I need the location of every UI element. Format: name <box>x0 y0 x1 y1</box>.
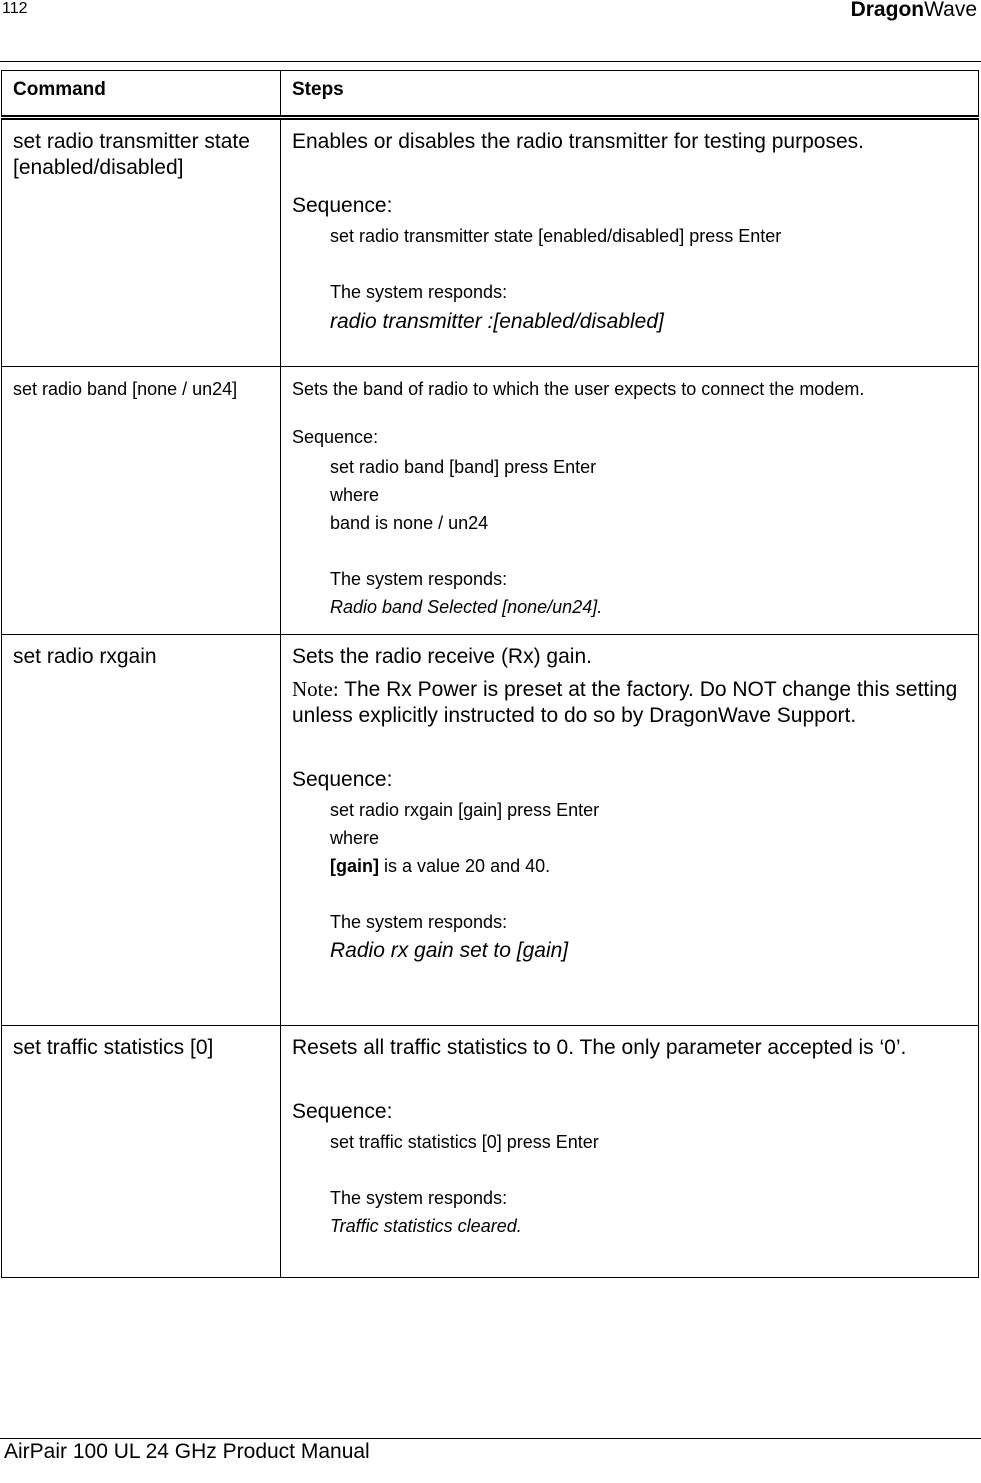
steps-cell <box>281 367 979 635</box>
responds-label: The system responds: <box>330 1188 508 1208</box>
command-text: set radio transmitter state [enabled/disabled] <box>13 130 250 179</box>
responds-label: The system responds: <box>330 569 508 589</box>
where-detail <box>330 854 970 878</box>
description: Resets all traffic statistics to 0. The only parameter accepted is ‘0’. <box>292 1036 907 1059</box>
footer-rule <box>0 1438 981 1439</box>
command-text: set traffic statistics [0] <box>13 1036 214 1059</box>
response-text: Radio rx gain set to [gain] <box>330 939 569 962</box>
where-label: where <box>330 485 380 505</box>
responds-label: The system responds: <box>330 282 508 302</box>
response-text: Traffic statistics cleared. <box>330 1216 522 1236</box>
sequence-line: set traffic statistics [0] press Enter <box>330 1132 599 1152</box>
where-label: where <box>330 828 380 848</box>
table-header-row <box>2 71 979 118</box>
command-table <box>1 70 979 1278</box>
brand-bold: Dragon <box>850 0 925 21</box>
sequence-label: Sequence: <box>292 427 379 447</box>
note <box>292 676 970 729</box>
responds-label: The system responds: <box>330 912 508 932</box>
sequence-line: set radio transmitter state [enabled/disabled] press Enter <box>330 226 782 246</box>
response-text: radio transmitter :[enabled/disabled] <box>330 310 664 333</box>
table-row <box>2 367 979 635</box>
sequence-label: Sequence: <box>292 1100 393 1123</box>
where-bold: [gain] <box>330 856 379 876</box>
header-rule <box>0 61 981 62</box>
description: Sets the band of radio to which the user expects to connect the modem. <box>292 379 865 399</box>
note-text: The Rx Power is preset at the factory. Do NOT change this setting unless explicitly instructed to do so by DragonWave Support. <box>292 678 958 727</box>
footer-title: AirPair 100 UL 24 GHz Product Manual <box>4 1440 370 1463</box>
response-text: Radio band Selected [none/un24]. <box>330 597 603 617</box>
page-number: 112 <box>2 0 28 17</box>
note-label: Note: <box>292 677 339 701</box>
where-detail-text: is a value 20 and 40. <box>379 856 551 876</box>
table-row <box>2 118 979 367</box>
sequence-label: Sequence: <box>292 768 393 791</box>
description: Enables or disables the radio transmitter for testing purposes. <box>292 130 864 153</box>
steps-cell <box>281 118 979 367</box>
command-cell <box>2 367 281 635</box>
sequence-line: set radio band [band] press Enter <box>330 457 597 477</box>
where-detail: band is none / un24 <box>330 513 489 533</box>
command-text: set radio rxgain <box>13 645 157 668</box>
table-row <box>2 635 979 1026</box>
command-cell <box>2 118 281 367</box>
steps-cell <box>281 635 979 1026</box>
command-cell <box>2 1026 281 1278</box>
brand-regular: Wave <box>924 0 977 21</box>
description: Sets the radio receive (Rx) gain. <box>292 645 592 668</box>
command-cell <box>2 635 281 1026</box>
sequence-line: set radio rxgain [gain] press Enter <box>330 800 600 820</box>
sequence-label: Sequence: <box>292 194 393 217</box>
steps-cell <box>281 1026 979 1278</box>
column-header-steps: Steps <box>281 71 979 118</box>
brand-logo <box>851 0 977 22</box>
command-text: set radio band [none / un24] <box>13 379 238 399</box>
column-header-command: Command <box>2 71 281 118</box>
table-row <box>2 1026 979 1278</box>
